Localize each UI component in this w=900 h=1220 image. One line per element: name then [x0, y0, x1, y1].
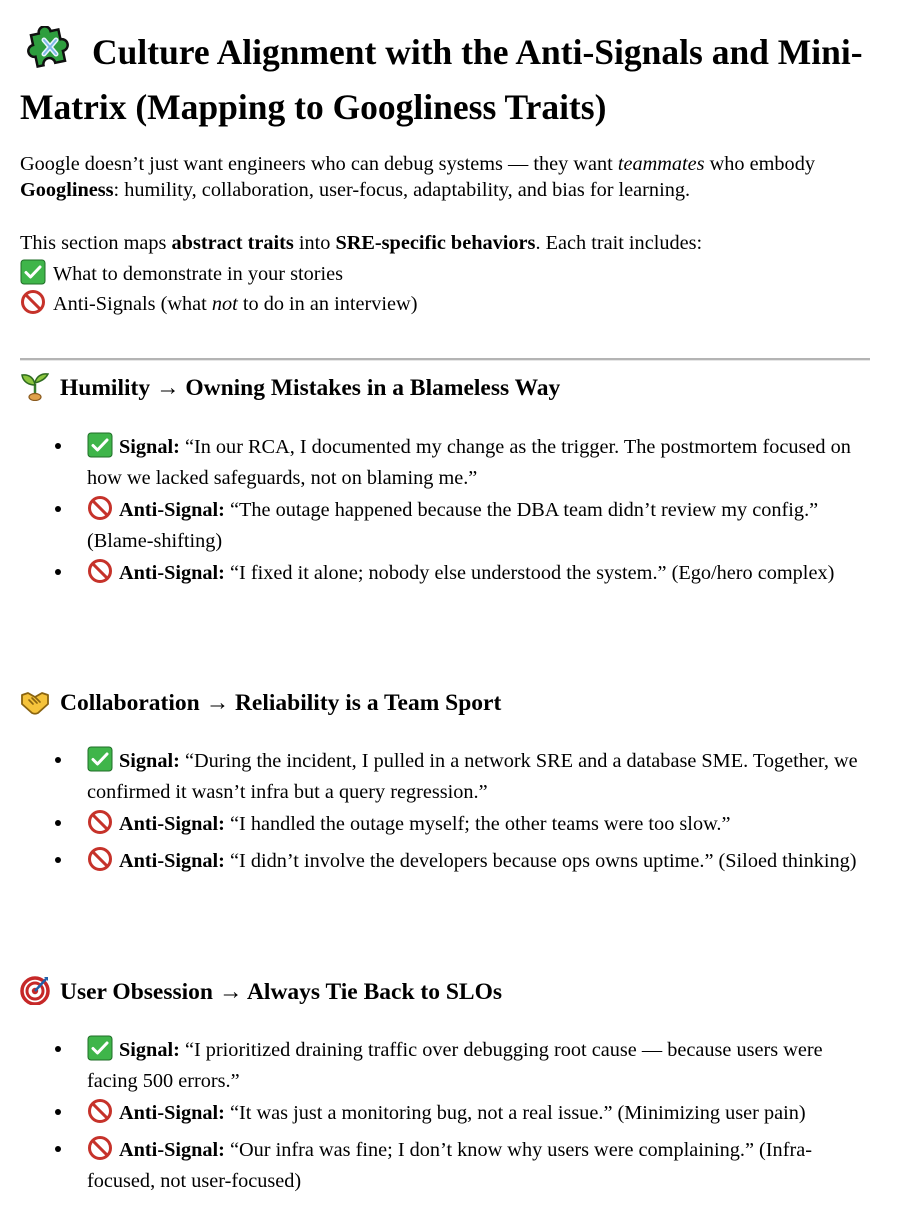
item-text: “I prioritized draining traffic over debugging root cause — because users were facing 500 errors.”	[87, 1039, 823, 1092]
legend-anti-text-a: Anti-Signals (what	[53, 293, 212, 315]
check-mark-icon	[20, 259, 46, 292]
humility-list	[87, 432, 877, 591]
page-title	[20, 26, 880, 131]
intro-text-a: Google doesn’t just want engineers who can debug systems — they want	[20, 153, 618, 175]
item-text: “I didn’t involve the developers because ops owns uptime.” (Siloed thinking)	[224, 850, 857, 872]
target-icon	[20, 975, 50, 1013]
prohibited-icon	[87, 846, 113, 879]
list-item	[87, 495, 877, 554]
check-mark-icon	[87, 432, 113, 465]
signal-label: Signal:	[119, 1039, 180, 1061]
list-item	[87, 432, 877, 491]
check-mark-icon	[87, 1035, 113, 1068]
collaboration-list	[87, 746, 877, 879]
legend-anti-text-b: to do in an interview)	[237, 293, 418, 315]
item-text: “I handled the outage myself; the other teams were too slow.”	[224, 813, 731, 835]
anti-signal-label: Anti-Signal:	[119, 1102, 225, 1124]
section-heading-humility	[20, 371, 560, 409]
mapping-paragraph	[20, 230, 880, 256]
list-item	[87, 746, 877, 805]
section-heading-user-obsession	[20, 975, 502, 1013]
prohibited-icon	[87, 1098, 113, 1131]
list-item	[87, 558, 877, 591]
list-item	[87, 809, 877, 842]
prohibited-icon	[87, 809, 113, 842]
legend-signal-text: What to demonstrate in your stories	[53, 263, 344, 285]
section-heading-text: Humility → Owning Mistakes in a Blameless Way	[60, 375, 561, 401]
prohibited-icon	[87, 558, 113, 591]
list-item	[87, 1035, 877, 1094]
anti-signal-label: Anti-Signal:	[119, 562, 225, 584]
intro-text-c: : humility, collaboration, user-focus, adaptability, and bias for learning.	[113, 179, 691, 201]
section-heading-text: Collaboration → Reliability is a Team Sport	[60, 690, 502, 716]
intro-emphasis-teammates: teammates	[617, 153, 705, 175]
intro-text-b: who embody	[704, 153, 815, 175]
item-text: “During the incident, I pulled in a network SRE and a database SME. Together, we confirmed it wasn’t infra but a query regression.”	[87, 750, 858, 803]
seedling-icon	[20, 371, 50, 409]
prohibited-icon	[87, 495, 113, 528]
list-item	[87, 1098, 877, 1131]
item-text: “In our RCA, I documented my change as the trigger. The postmortem focused on how we lacked safeguards, not on blaming me.”	[87, 436, 851, 489]
prohibited-icon	[87, 1135, 113, 1168]
list-item	[87, 1135, 877, 1194]
item-text: “I fixed it alone; nobody else understood the system.” (Ego/hero complex)	[224, 562, 835, 584]
list-item	[87, 846, 877, 879]
section-heading-collaboration	[20, 686, 501, 724]
intro-strong-googliness: Googliness	[20, 179, 114, 201]
handshake-icon	[20, 686, 50, 724]
mapping-strong-abstract: abstract traits	[171, 232, 294, 254]
item-text: “It was just a monitoring bug, not a real issue.” (Minimizing user pain)	[224, 1102, 806, 1124]
signal-label: Signal:	[119, 750, 180, 772]
user-obsession-list	[87, 1035, 877, 1194]
check-mark-icon	[87, 746, 113, 779]
title-text: Culture Alignment with the Anti-Signals and Mini-Matrix (Mapping to Googliness Traits)	[20, 32, 863, 127]
legend-anti-emphasis: not	[211, 293, 238, 315]
section-heading-text: User Obsession → Always Tie Back to SLOs	[60, 979, 503, 1005]
horizontal-rule	[20, 358, 870, 361]
mapping-text-b: into	[293, 232, 336, 254]
anti-signal-label: Anti-Signal:	[119, 850, 225, 872]
item-text: “The outage happened because the DBA team didn’t review my config.” (Blame-shifting)	[87, 499, 819, 552]
anti-signal-label: Anti-Signal:	[119, 499, 225, 521]
anti-signal-label: Anti-Signal:	[119, 813, 225, 835]
mapping-text-c: . Each trait includes:	[535, 232, 703, 254]
legend-anti-signal	[20, 289, 417, 322]
mapping-strong-sre: SRE-specific behaviors	[335, 232, 536, 254]
item-text: “Our infra was fine; I don’t know why users were complaining.” (Infra-focused, not user-focused)	[87, 1139, 812, 1192]
signal-label: Signal:	[119, 436, 180, 458]
intro-paragraph	[20, 151, 880, 203]
prohibited-icon	[20, 289, 46, 322]
puzzle-piece-icon	[20, 26, 76, 84]
anti-signal-label: Anti-Signal:	[119, 1139, 225, 1161]
mapping-text-a: This section maps	[20, 232, 172, 254]
legend-signal	[20, 259, 343, 292]
